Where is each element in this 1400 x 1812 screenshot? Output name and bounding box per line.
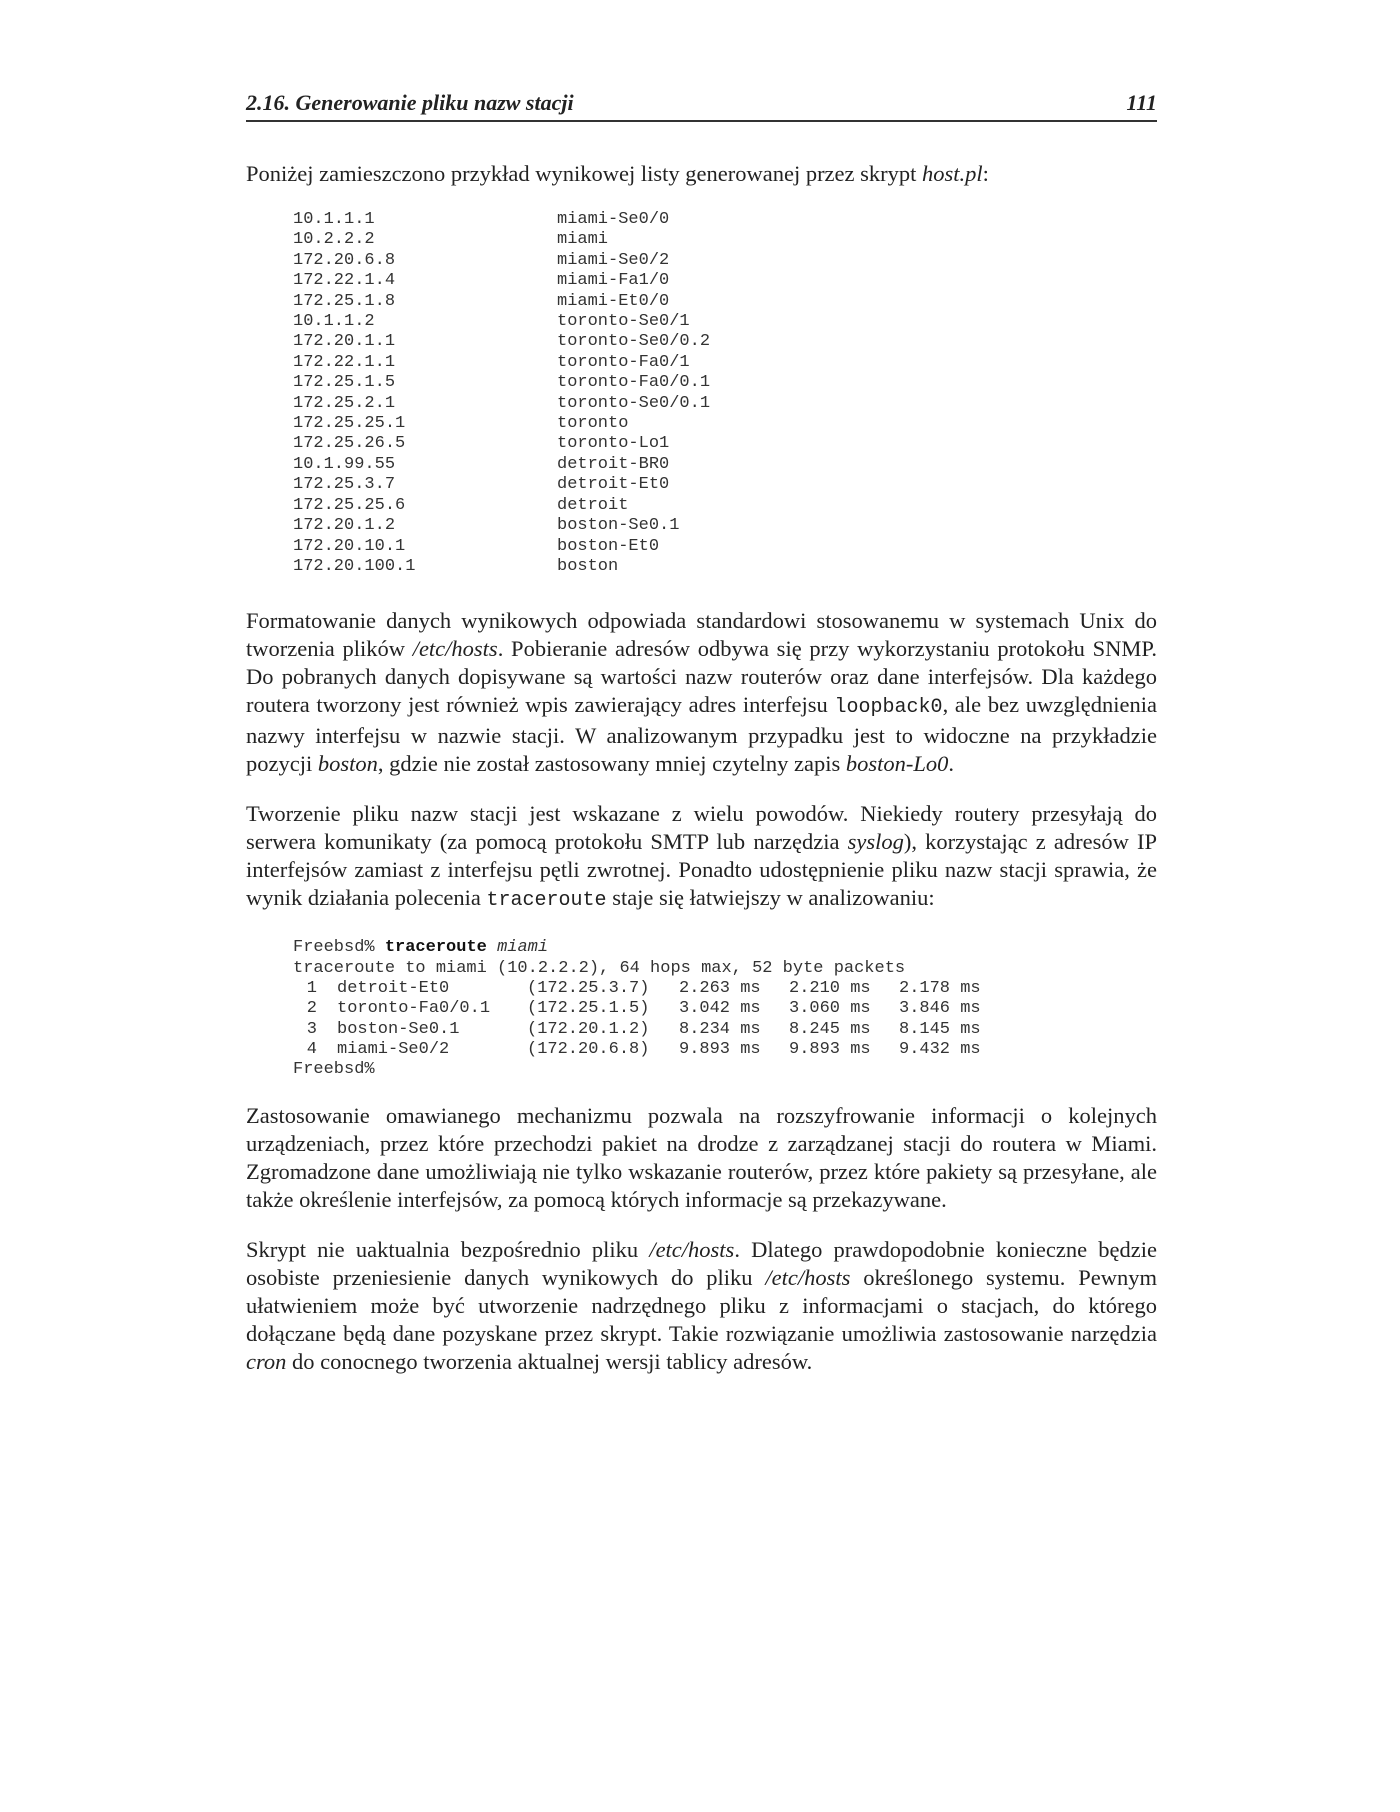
etc-hosts-path: /etc/hosts — [412, 636, 498, 662]
host-name: miami — [557, 230, 609, 250]
hosts-row — [293, 496, 1157, 516]
hop-number: 4 — [306, 1039, 317, 1059]
running-head — [246, 92, 1157, 122]
hop-time: 3.042 ms — [679, 999, 761, 1019]
host-name: toronto-Se0/1 — [557, 312, 690, 332]
host-ip: 172.25.25.1 — [293, 414, 406, 434]
hop-time: 2.210 ms — [789, 978, 871, 998]
host-ip: 172.22.1.4 — [293, 271, 396, 291]
traceroute-command-line — [293, 938, 1157, 958]
paragraph-script-update: Skrypt nie uaktualnia bezpośrednio pliku /etc/hosts. Dlatego prawdopodobnie konieczne będzie osobiste przeniesienie danych wynikowych do pliku /etc/hosts określonego systemu. Pewnym ułatwieniem może być utworzenie nadrzędnego pliku z informacjami o stacjach, do którego dołączane będą dane pozyskane przez skrypt. Takie rozwiązanie umożliwia zastosowanie narzędzia cron do conocnego tworzenia aktualnej wersji tablicy adresów. — [246, 1237, 1157, 1375]
intro-suffix: : — [982, 161, 989, 186]
host-name: detroit-Et0 — [557, 475, 670, 495]
host-ip: 172.25.25.6 — [293, 495, 406, 515]
host-name: toronto-Fa0/1 — [557, 352, 690, 372]
traceroute-hops — [293, 979, 1157, 1060]
page-content — [246, 92, 1157, 1376]
hop-address: (172.20.6.8) — [527, 1039, 650, 1059]
hop-host: toronto-Fa0/0.1 — [337, 999, 491, 1019]
syslog-term: syslog — [847, 829, 904, 855]
host-name: toronto — [557, 414, 629, 434]
host-ip: 172.25.1.8 — [293, 291, 396, 311]
hop-time: 2.263 ms — [679, 978, 761, 998]
hosts-row — [293, 373, 1157, 393]
host-name: miami-Se0/2 — [557, 250, 670, 270]
inline-code-loopback: loopback0 — [834, 696, 943, 720]
host-name: toronto-Lo1 — [557, 434, 670, 454]
hop-number: 2 — [306, 999, 317, 1019]
hosts-row — [293, 210, 1157, 230]
intro-text: Poniżej zamieszczono przykład wynikowej listy generowanej przez skrypt — [246, 161, 923, 186]
hop-time: 9.893 ms — [679, 1039, 761, 1059]
hop-address: (172.20.1.2) — [527, 1019, 650, 1039]
host-ip: 10.1.1.2 — [293, 312, 375, 332]
shell-prompt-final: Freebsd% — [293, 1060, 375, 1080]
hosts-row — [293, 455, 1157, 475]
hop-time: 9.893 ms — [789, 1039, 871, 1059]
host-ip: 10.2.2.2 — [293, 230, 375, 250]
host-name: miami-Se0/0 — [557, 210, 670, 229]
host-name: toronto-Fa0/0.1 — [557, 373, 711, 393]
hop-time: 8.234 ms — [679, 1019, 761, 1039]
script-name: host.pl — [922, 161, 983, 186]
hosts-row — [293, 434, 1157, 454]
traceroute-listing — [293, 938, 1157, 1080]
traceroute-header: traceroute to miami (10.2.2.2), 64 hops max, 52 byte packets — [293, 958, 906, 978]
traceroute-hop — [293, 1040, 1157, 1060]
hop-time: 8.145 ms — [899, 1019, 981, 1039]
host-ip: 172.20.1.2 — [293, 516, 396, 536]
host-ip: 10.1.1.1 — [293, 210, 375, 229]
hop-time: 2.178 ms — [899, 978, 981, 998]
hosts-row — [293, 353, 1157, 373]
host-ip: 172.25.2.1 — [293, 393, 396, 413]
host-ip: 172.25.1.5 — [293, 373, 396, 393]
hosts-row — [293, 537, 1157, 557]
host-name: toronto-Se0/0.1 — [557, 393, 711, 413]
hosts-row — [293, 557, 1157, 577]
hop-number: 3 — [306, 1019, 317, 1039]
section-title: 2.16. Generowanie pliku nazw stacji — [246, 90, 574, 115]
host-name: boston-Et0 — [557, 536, 660, 556]
hop-time: 3.846 ms — [899, 999, 981, 1019]
shell-prompt: Freebsd% — [293, 938, 375, 958]
traceroute-hop — [293, 999, 1157, 1019]
host-name: detroit — [557, 495, 629, 515]
host-ip: 172.20.10.1 — [293, 536, 406, 556]
hosts-row — [293, 516, 1157, 536]
intro-paragraph — [246, 160, 1157, 188]
paragraph-mechanism: Zastosowanie omawianego mechanizmu pozwala na rozszyfrowanie informacji o kolejnych urządzeniach, przez które przechodzi pakiet na drodze z zarządzanej stacji do routera w Miami. Zgromadzone dane umożliwiają nie tylko wskazanie routerów, przez które pakiety są przesyłane, ale także określenie interfejsów, za pomocą których informacje są przekazywane. — [246, 1103, 1157, 1213]
host-name: boston — [557, 556, 619, 576]
host-name: miami-Fa1/0 — [557, 271, 670, 291]
hosts-row — [293, 475, 1157, 495]
page-number: 111 — [1126, 90, 1157, 115]
hosts-listing — [293, 210, 1157, 577]
host-name: boston-Se0.1 — [557, 516, 680, 536]
hop-address: (172.25.3.7) — [527, 978, 650, 998]
paragraph-reasons: Tworzenie pliku nazw stacji jest wskazane z wielu powodów. Niekiedy routery przesyłają do serwera komunikaty (za pomocą protokołu SMTP lub narzędzia syslog), korzystając z adresów IP interfejsów zamiast z interfejsu pętli zwrotnej. Ponadto udostępnienie pliku nazw stacji sprawia, że wynik działania polecenia traceroute staje się łatwiejszy w analizowaniu: — [246, 801, 1158, 913]
hosts-row — [293, 230, 1157, 250]
hop-time: 9.432 ms — [899, 1039, 981, 1059]
host-name: miami-Et0/0 — [557, 291, 670, 311]
hop-number: 1 — [306, 978, 317, 998]
hop-host: miami-Se0/2 — [337, 1039, 450, 1059]
host-ip: 172.25.3.7 — [293, 475, 396, 495]
host-ip: 172.25.26.5 — [293, 434, 406, 454]
hop-time: 3.060 ms — [789, 999, 871, 1019]
hosts-row — [293, 312, 1157, 332]
traceroute-hop — [293, 979, 1157, 999]
hosts-row — [293, 271, 1157, 291]
hosts-row — [293, 394, 1157, 414]
host-ip: 10.1.99.55 — [293, 454, 396, 474]
hosts-row — [293, 251, 1157, 271]
hosts-row — [293, 332, 1157, 352]
host-ip: 172.20.1.1 — [293, 332, 396, 352]
host-ip: 172.20.6.8 — [293, 250, 396, 270]
hop-time: 8.245 ms — [789, 1019, 871, 1039]
hosts-row — [293, 292, 1157, 312]
inline-code-traceroute: traceroute — [486, 889, 607, 913]
hop-host: detroit-Et0 — [337, 978, 450, 998]
command-name: traceroute — [384, 938, 487, 958]
hop-host: boston-Se0.1 — [337, 1019, 460, 1039]
traceroute-hop — [293, 1020, 1157, 1040]
cron-term: cron — [246, 1349, 287, 1375]
hop-address: (172.25.1.5) — [527, 999, 650, 1019]
host-ip: 172.20.100.1 — [293, 556, 416, 576]
paragraph-formatting: Formatowanie danych wynikowych odpowiada standardowi stosowanemu w systemach Unix do tworzenia plików /etc/hosts. Pobieranie adresów odbywa się przy wykorzystaniu protokołu SNMP. Do pobranych danych dopisywane są wartości nazw routerów oraz dane interfejsów. Dla każdego routera tworzony jest również wpis zawierający adres interfejsu loopback0, ale bez uwzględnienia nazwy interfejsu w nazwie stacji. W analizowanym przypadku jest to widoczne na przykładzie pozycji boston, gdzie nie został zastosowany mniej czytelny zapis boston-Lo0. — [246, 608, 1157, 777]
host-name: toronto-Se0/0.2 — [557, 332, 711, 352]
host-ip: 172.22.1.1 — [293, 352, 396, 372]
host-name: detroit-BR0 — [557, 454, 670, 474]
command-argument: miami — [497, 938, 549, 958]
hosts-row — [293, 414, 1157, 434]
